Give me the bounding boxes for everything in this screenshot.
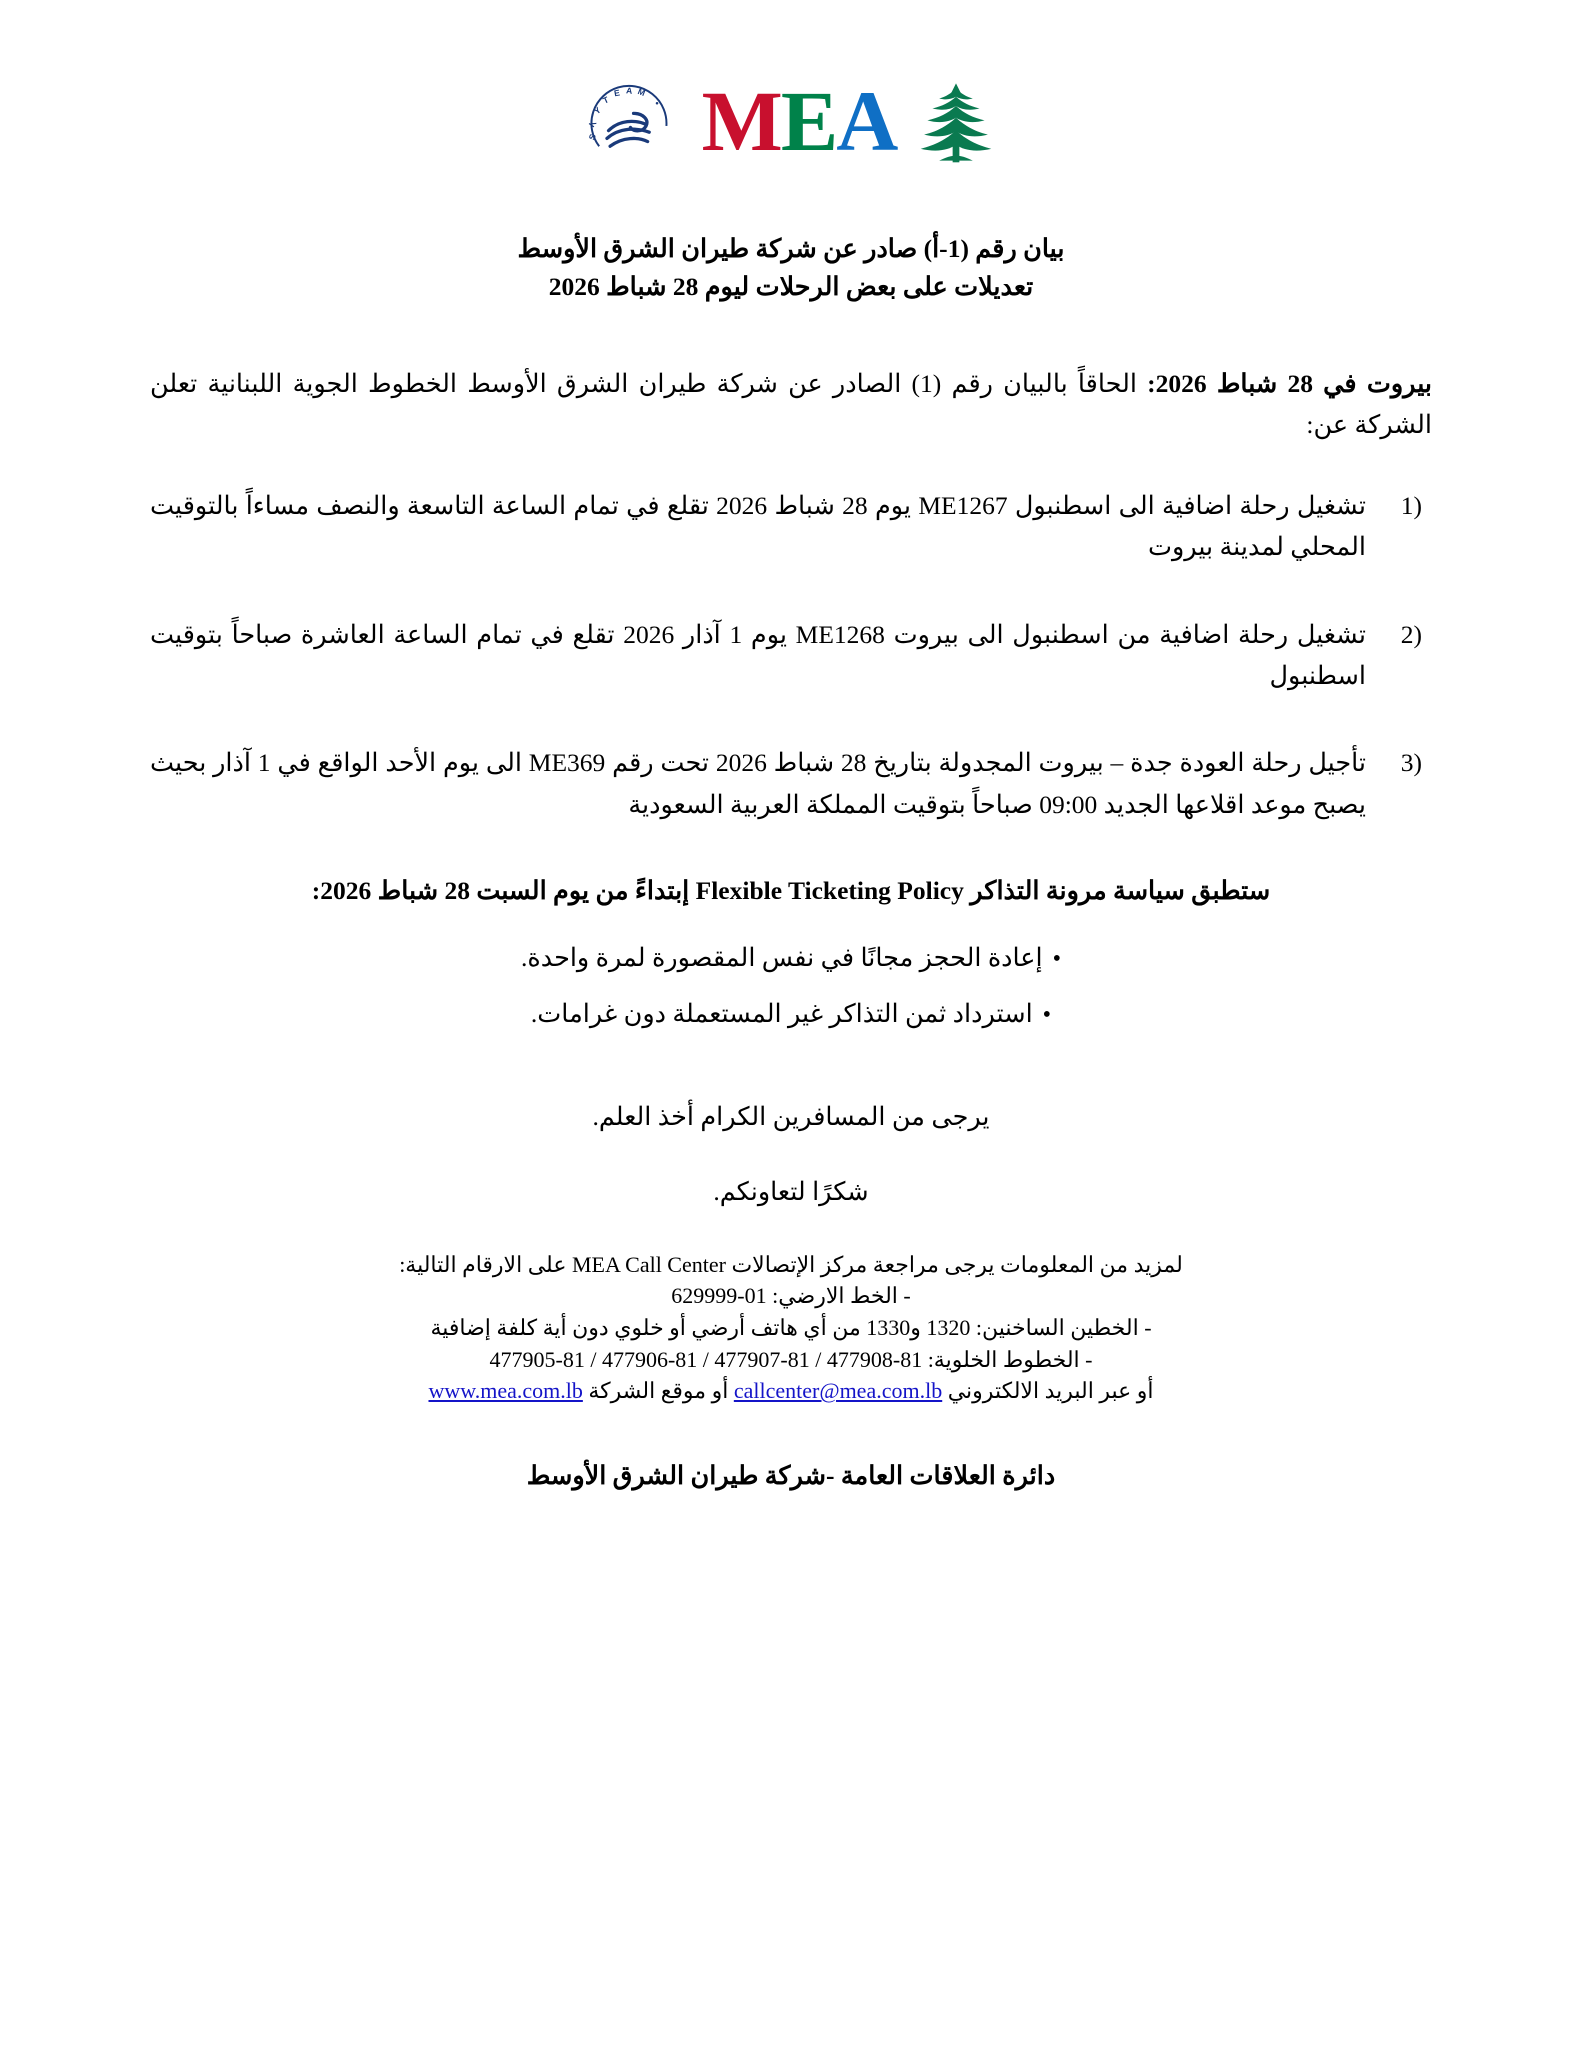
list-item	[150, 485, 1422, 568]
svg-text:T: T	[600, 94, 610, 106]
svg-text:K: K	[586, 118, 599, 130]
thanks-note: شكرًا لتعاونكم.	[713, 1176, 869, 1206]
svg-text:E: E	[612, 87, 621, 99]
svg-text:A: A	[625, 85, 633, 96]
contact-block	[150, 1249, 1432, 1407]
callcenter-email-link[interactable]: callcenter@mea.com.lb	[733, 1378, 943, 1404]
company-website-link[interactable]: www.mea.com.lb	[428, 1378, 583, 1404]
list-item-text: تأجيل رحلة العودة جدة – بيروت المجدولة بتاريخ 28 شباط 2026 تحت رقم ME369 الى يوم الأحد الواقع في 1 آذار بحيث يصبح موعد اقلاعها الجديد 09:00 صباحاً بتوقيت المملكة العربية السعودية	[150, 748, 1366, 819]
contact-intro: لمزيد من المعلومات يرجى مراجعة مركز الإتصالات MEA Call Center على الارقام التالية:	[399, 1251, 1183, 1277]
policy-bullet: • استرداد ثمن التذاكر غير المستعملة دون غرامات.	[150, 993, 1432, 1035]
mea-wordmark	[701, 73, 897, 170]
passenger-note: يرجى من المسافرين الكرام أخذ العلم.	[592, 1101, 990, 1131]
letterhead-logo	[150, 0, 1432, 170]
svg-text:Y: Y	[591, 104, 603, 117]
svg-text:M: M	[636, 86, 647, 99]
contact-mobile-lines: - الخطوط الخلوية: 81-477908 / 81-477907 / 81-477906 / 81-477905	[489, 1346, 1093, 1372]
list-item-marker: 3)	[1400, 748, 1422, 778]
list-item	[150, 742, 1422, 825]
mea-letter-m: M	[701, 73, 781, 170]
list-item-text: تشغيل رحلة اضافية من اسطنبول الى بيروت ME1268 يوم 1 آذار 2026 تقلع في تمام الساعة العاشرة صباحاً بتوقيت اسطنبول	[150, 619, 1367, 690]
document-title	[150, 230, 1432, 307]
contact-online-row	[150, 1375, 1432, 1407]
list-item	[150, 614, 1422, 697]
skyteam-logo-icon	[584, 79, 680, 165]
intro-body: الحاقاً بالبيان رقم (1) الصادر عن شركة طيران الشرق الأوسط الخطوط الجوية اللبنانية تعلن الشركة عن:	[150, 368, 1432, 439]
svg-text:S: S	[586, 132, 598, 142]
intro-paragraph	[150, 363, 1432, 446]
website-prefix-label: أو موقع الشركة	[588, 1378, 729, 1404]
title-line-1: بيان رقم (1-أ) صادر عن شركة طيران الشرق الأوسط	[517, 234, 1065, 263]
contact-landline: - الخط الارضي: 01-629999	[671, 1283, 911, 1309]
mea-letter-e: E	[780, 73, 837, 170]
dateline: بيروت في 28 شباط 2026:	[1147, 368, 1432, 398]
list-item-text: تشغيل رحلة اضافية الى اسطنبول ME1267 يوم 28 شباط 2026 تقلع في تمام الساعة التاسعة والنصف مساءاً بالتوقيت المحلي لمدينة بيروت	[150, 491, 1366, 562]
policy-bullet: • إعادة الحجز مجانًا في نفس المقصورة لمرة واحدة.	[150, 937, 1432, 979]
list-item-marker: 2)	[1400, 619, 1422, 649]
mea-letter-a: A	[836, 73, 897, 170]
policy-bullet-list	[150, 937, 1432, 1035]
cedar-tree-icon	[912, 80, 1000, 164]
announcement-list	[150, 485, 1432, 825]
logo-inner	[582, 73, 1001, 170]
flexible-ticketing-policy-heading: ستطبق سياسة مرونة التذاكر Flexible Ticketing Policy إبتداءً من يوم السبت 28 شباط 2026:	[311, 875, 1271, 905]
department-signature: دائرة العلاقات العامة -شركة طيران الشرق الأوسط	[526, 1460, 1056, 1490]
email-prefix-label: أو عبر البريد الالكتروني	[947, 1378, 1154, 1404]
title-line-2: تعديلات على بعض الرحلات ليوم 28 شباط 2026	[548, 272, 1034, 302]
list-item-marker: 1)	[1400, 491, 1422, 521]
contact-hotlines: - الخطين الساخنين: 1320 و1330 من أي هاتف أرضي أو خلوي دون أية كلفة إضافية	[430, 1314, 1152, 1340]
